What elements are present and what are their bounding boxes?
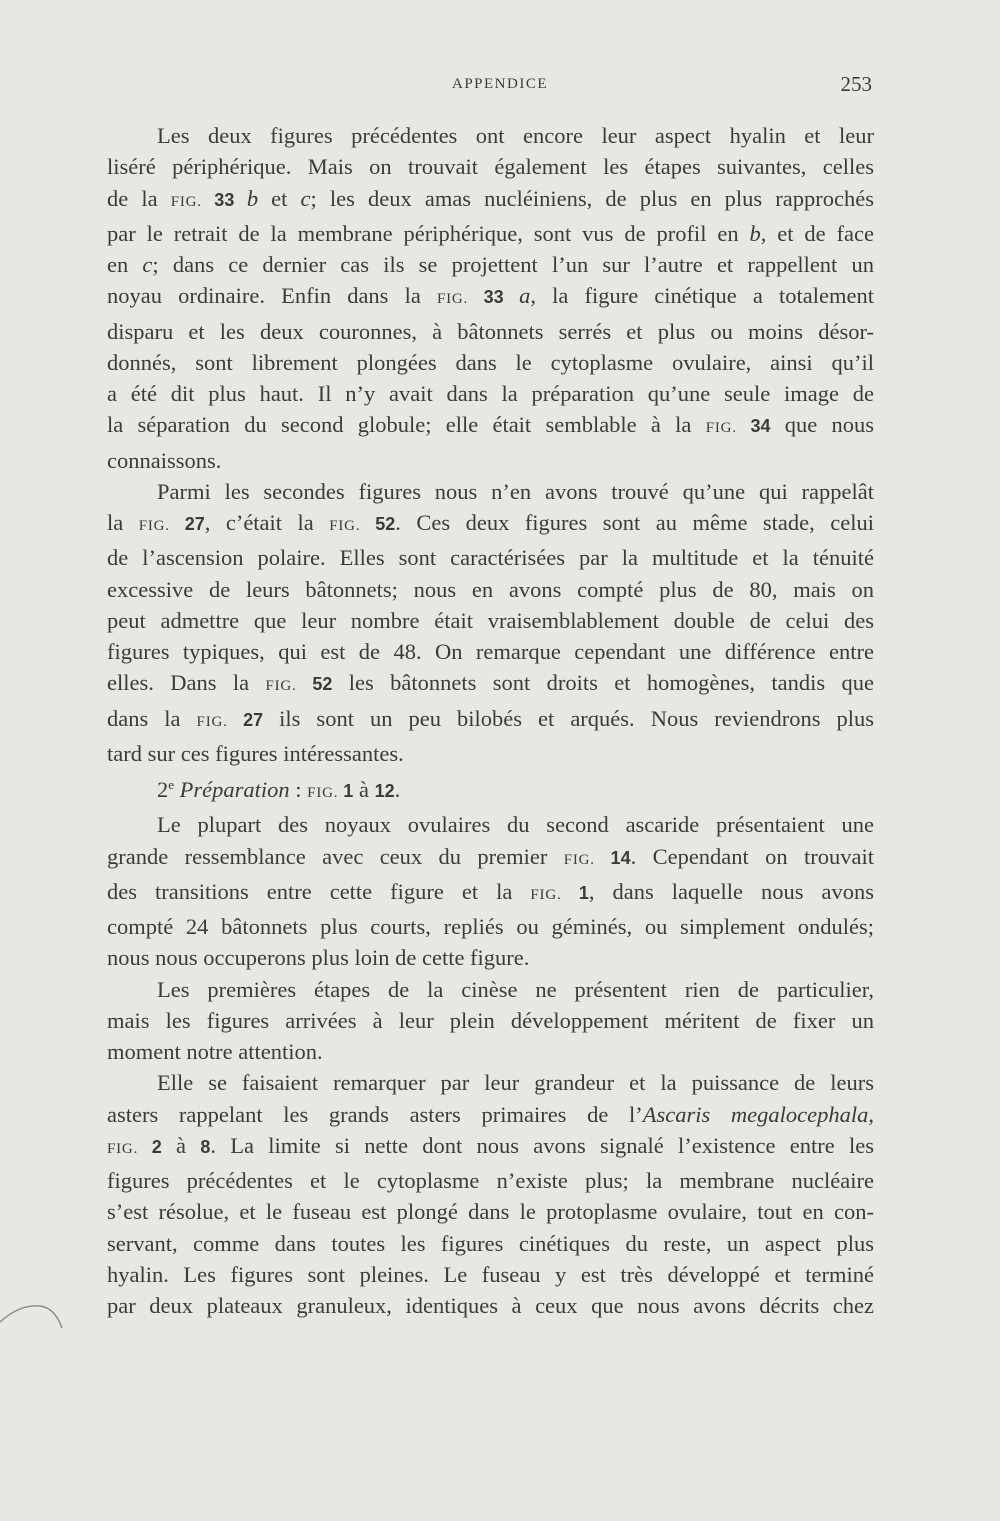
fig-ref: FIG. — [107, 1140, 139, 1157]
text-line: peut admettre que leur nombre était vraisemblablement double de celui des — [107, 607, 874, 633]
text-line: de la FIG. 33 b et c; les deux amas nucléiniens, de plus en plus rapprochés — [107, 185, 874, 211]
fig-ref: FIG. — [196, 713, 228, 730]
text-line: moment notre attention. — [107, 1039, 323, 1064]
text-line: tard sur ces figures intéressantes. — [107, 740, 404, 766]
running-head — [0, 72, 1000, 98]
paragraph-5 — [107, 1067, 874, 1321]
text-line: hyalin. Les figures sont pleines. Le fuseau y est très développé et terminé — [107, 1261, 874, 1287]
text-line: servant, comme dans toutes les figures cinétiques du reste, un aspect plus — [107, 1230, 874, 1256]
text-line: Les deux figures précédentes ont encore leur aspect hyalin et leur — [157, 123, 874, 148]
fig-ref: FIG. — [307, 785, 339, 801]
text-line: liséré périphérique. Mais on trouvait également les étapes suivantes, celles — [107, 154, 874, 180]
text-line: la séparation du second globule; elle était semblable à la FIG. 34 que nous — [107, 412, 874, 438]
page-edge-mark — [0, 1300, 70, 1340]
fig-ref: FIG. — [530, 886, 562, 903]
fig-ref: FIG. — [436, 291, 469, 308]
text-line: Elle se faisaient remarquer par leur grandeur et la puissance de leurs — [157, 1070, 874, 1096]
text-line: elles. Dans la FIG. 52 les bâtonnets sont droits et homogènes, tandis que — [107, 670, 874, 696]
text-line: des transitions entre cette figure et la FIG. 1, dans laquelle nous avons — [107, 878, 874, 904]
text-line: grande ressemblance avec ceux du premier FIG. 14. Cependant on trouvait — [107, 843, 874, 869]
fig-ref: FIG. — [563, 851, 595, 868]
text-line: par le retrait de la membrane périphérique, sont vus de profil en b, et de face — [107, 220, 874, 246]
running-head-title: APPENDICE — [451, 76, 548, 92]
text-line: donnés, sont librement plongées dans le cytoplasme ovulaire, ainsi qu’il — [107, 349, 874, 375]
text-line: en c; dans ce dernier cas ils se projettent l’un sur l’autre et rappellent un — [107, 252, 874, 277]
paragraph-2 — [107, 476, 874, 769]
text-line: 2e Préparation : FIG. 1 à 12. — [157, 777, 401, 802]
fig-ref: FIG. — [265, 678, 297, 695]
text-line: de l’ascension polaire. Elles sont caractérisées par la multitude et la ténuité — [107, 545, 874, 571]
text-line: mais les figures arrivées à leur plein développement méritent de fixer un — [107, 1007, 874, 1033]
text-line: dans la FIG. 27 ils sont un peu bilobés et arqués. Nous reviendrons plus — [107, 705, 874, 731]
text-line: la FIG. 27, c’était la FIG. 52. Ces deux figures sont au même stade, celui — [107, 510, 874, 535]
fig-ref: FIG. — [329, 518, 361, 534]
text-line: Les premières étapes de la cinèse ne présentent rien de particulier, — [157, 976, 874, 1002]
text-line: Parmi les secondes figures nous n’en avons trouvé qu’une qui rappelât — [157, 478, 874, 504]
text-line: s’est résolue, et le fuseau est plongé dans le protoplasme ovulaire, tout en con- — [107, 1199, 874, 1225]
fig-ref: FIG. — [170, 193, 202, 210]
text-line: a été dit plus haut. Il n’y avait dans la préparation qu’une seule image de — [107, 381, 874, 406]
paragraph-3 — [107, 809, 874, 973]
section-heading — [107, 769, 874, 809]
body-text — [107, 120, 874, 1321]
fig-ref: FIG. — [138, 518, 170, 534]
text-line: figures typiques, qui est de 48. On remarque cependant une différence entre — [107, 639, 874, 664]
paragraph-4 — [107, 974, 874, 1068]
text-line: connaissons. — [107, 447, 222, 473]
text-line: noyau ordinaire. Enfin dans la FIG. 33 a, la figure cinétique a totalement — [107, 283, 874, 309]
text-line: FIG. 2 à 8. La limite si nette dont nous avons signalé l’existence entre les — [107, 1132, 874, 1158]
text-line: nous nous occuperons plus loin de cette figure. — [107, 945, 530, 971]
fig-ref: FIG. — [705, 420, 737, 437]
page-number: 253 — [840, 72, 872, 96]
text-line: par deux plateaux granuleux, identiques à ceux que nous avons décrits chez — [107, 1293, 874, 1318]
text-line: excessive de leurs bâtonnets; nous en avons compté plus de 80, mais on — [107, 576, 874, 602]
text-line: Le plupart des noyaux ovulaires du second ascaride présentaient une — [157, 812, 874, 838]
text-line: asters rappelant les grands asters primaires de l’Ascaris megalocephala, — [107, 1101, 874, 1127]
paragraph-1 — [107, 120, 874, 476]
text-line: disparu et les deux couronnes, à bâtonnets serrés et plus ou moins désor- — [107, 318, 874, 344]
text-line: compté 24 bâtonnets plus courts, repliés ou géminés, ou simplement ondulés; — [107, 914, 874, 939]
text-line: figures précédentes et le cytoplasme n’existe plus; la membrane nucléaire — [107, 1168, 874, 1193]
